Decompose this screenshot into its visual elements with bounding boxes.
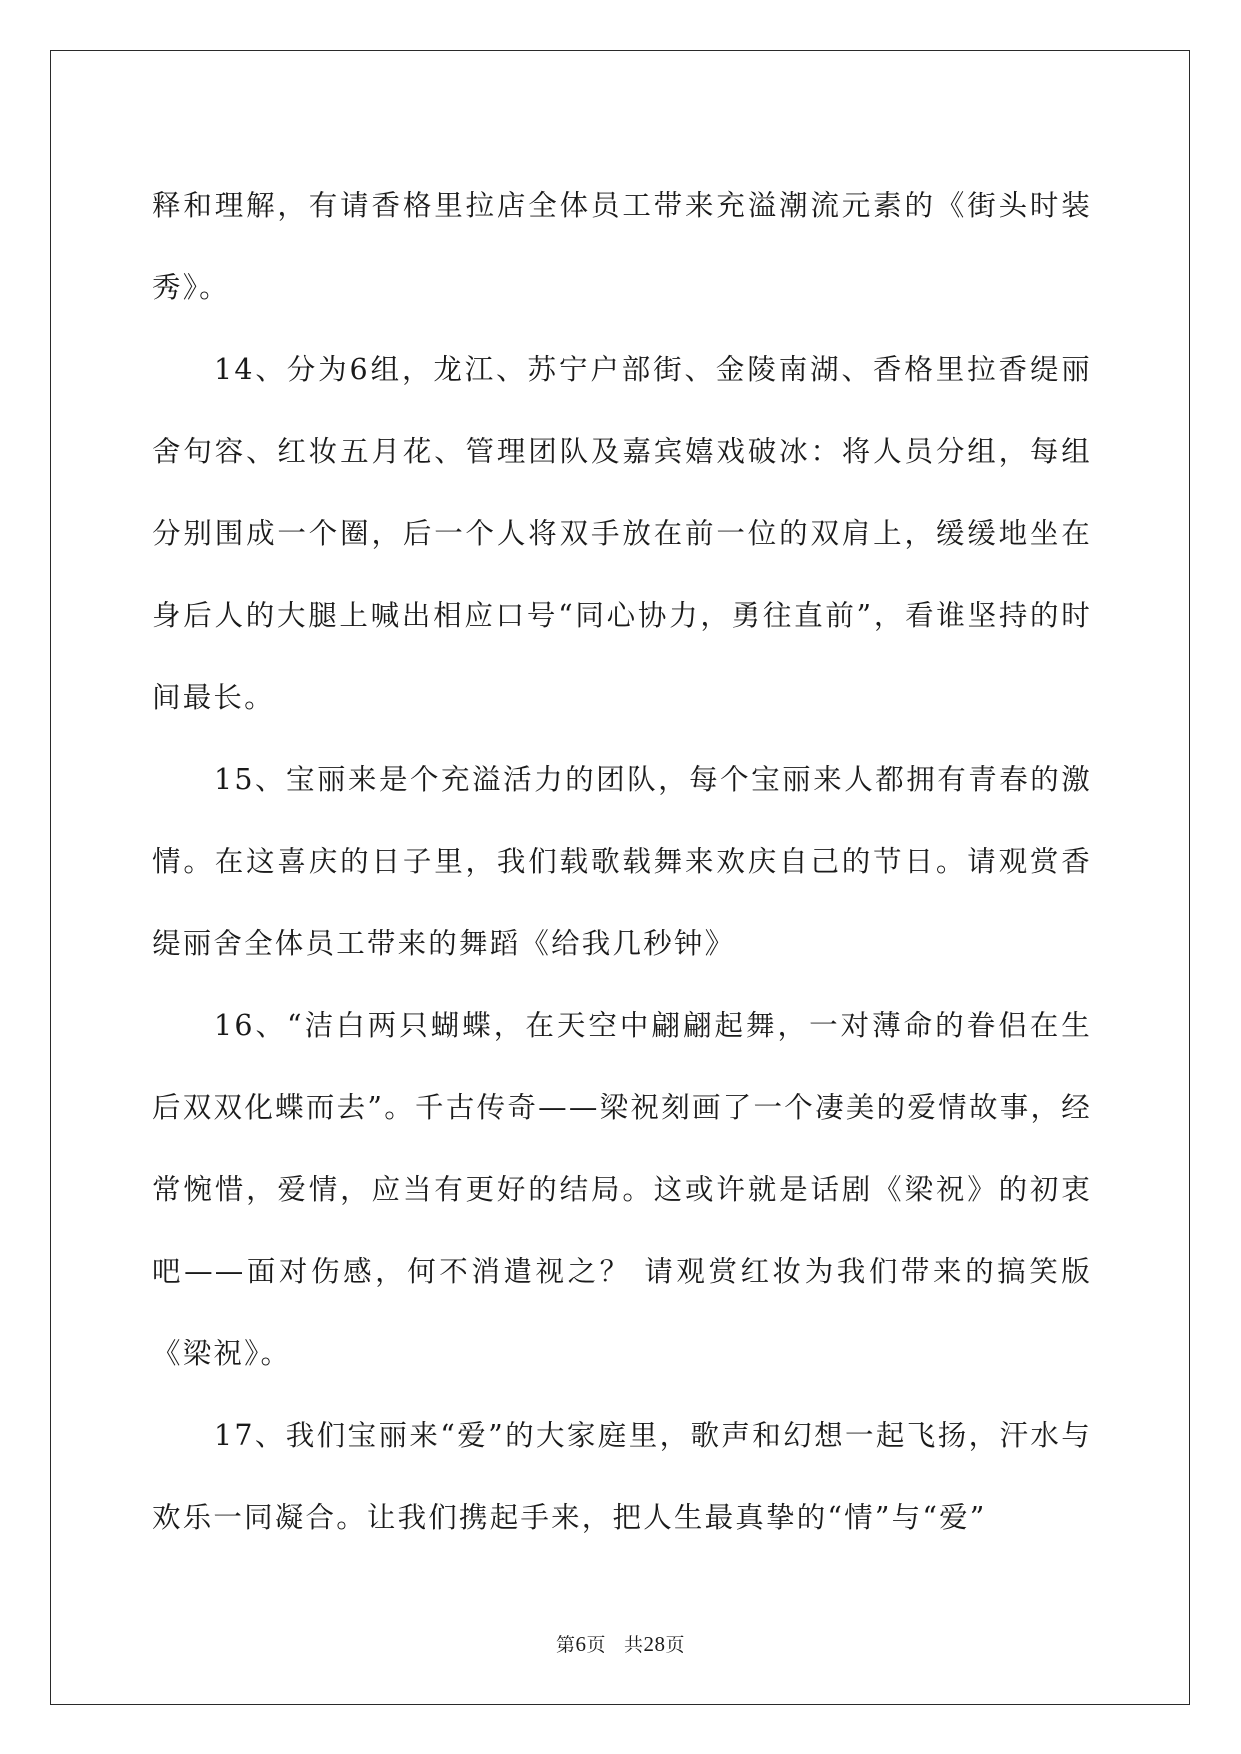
paragraph-continued: 释和理解，有请香格里拉店全体员工带来充溢潮流元素的《街头时装秀》。	[152, 189, 1092, 304]
page-suffix: 页	[586, 1634, 606, 1656]
page-footer	[0, 1630, 1241, 1657]
paragraph-16: 16、“洁白两只蝴蝶，在天空中翩翩起舞，一对薄命的眷侣在生后双双化蝶而去”。千古传奇——梁祝刻画了一个凄美的爱情故事，经常惋惜，爱情，应当有更好的结局。这或许就是话剧《梁祝》的初衷吧——面对伤感，何不消遣视之？ 请观赏红妆为我们带来的搞笑版《梁祝》。	[152, 1009, 1092, 1370]
page-number: 6	[575, 1632, 587, 1656]
paragraph-14: 14、分为6组，龙江、苏宁户部街、金陵南湖、香格里拉香缇丽舍句容、红妆五月花、管理团队及嘉宾嬉戏破冰：将人员分组，每组分别围成一个圈，后一个人将双手放在前一位的双肩上，缓缓地坐在身后人的大腿上喊出相应口号“同心协力，勇往直前”，看谁坚持的时间最长。	[152, 353, 1092, 714]
page-prefix: 第	[555, 1634, 576, 1656]
paragraph-17: 17、我们宝丽来“爱”的大家庭里，歌声和幻想一起飞扬，汗水与欢乐一同凝合。让我们携起手来，把人生最真挚的“情”与“爱”	[152, 1419, 1092, 1534]
total-prefix: 共	[624, 1634, 644, 1656]
total-suffix: 页	[665, 1634, 686, 1656]
document-body	[152, 165, 1092, 1559]
paragraph-15: 15、宝丽来是个充溢活力的团队，每个宝丽来人都拥有青春的激情。在这喜庆的日子里，我们载歌载舞来欢庆自己的节日。请观赏香缇丽舍全体员工带来的舞蹈《给我几秒钟》	[152, 763, 1092, 960]
total-pages: 28	[643, 1632, 666, 1656]
